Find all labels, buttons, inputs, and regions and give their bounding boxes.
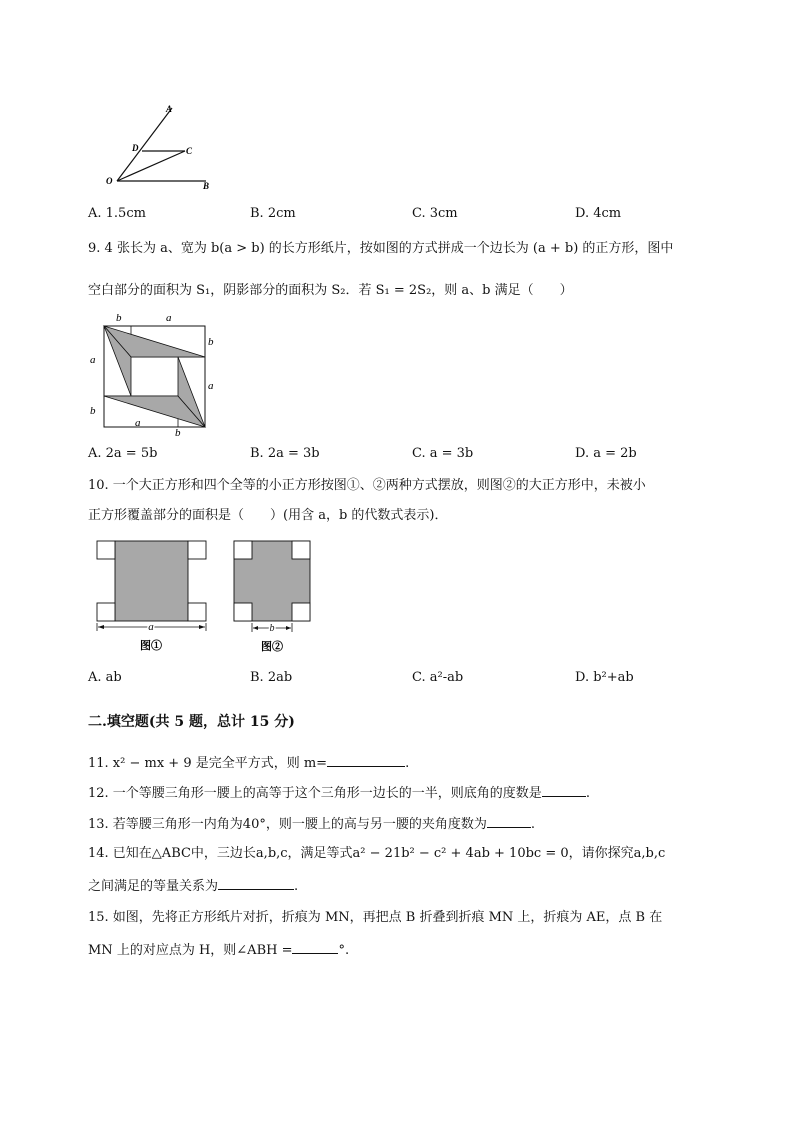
ray-OA xyxy=(117,108,172,181)
svg-text:b: b xyxy=(90,405,96,417)
svg-text:a: a xyxy=(90,354,96,366)
q13-text: 13. 若等腰三角形一内角为40°，则一腰上的高与另一腰的夹角度数为 xyxy=(88,817,487,832)
q8-angle-figure xyxy=(100,100,220,195)
q11-answer-blank[interactable] xyxy=(327,754,405,767)
q11-row: 11. x² − mx + 9 是完全平方式，则 m= . xyxy=(88,756,410,771)
label-D: D xyxy=(132,143,139,153)
q14-text-line1: 14. 已知在△ABC中，三边长a,b,c，满足等式a² − 21b² − c² + 4ab + 10bc = 0，请你探究a,b,c xyxy=(88,846,666,861)
segment-OC xyxy=(117,151,185,181)
q8-option-c[interactable]: C. 3cm xyxy=(412,206,458,221)
q10-option-a[interactable]: A. ab xyxy=(88,670,122,685)
svg-text:a: a xyxy=(135,417,141,429)
q12-text: 12. 一个等腰三角形一腰上的高等于这个三角形一边长的一半，则底角的度数是 xyxy=(88,786,542,801)
q9-option-b[interactable]: B. 2a = 3b xyxy=(250,446,320,461)
svg-text:b: b xyxy=(175,427,181,438)
fig1-small-square-br xyxy=(188,603,206,621)
fig2-small-square-br xyxy=(292,603,310,621)
q10-text-line1: 10. 一个大正方形和四个全等的小正方形按图①、②两种方式摆放，则图②的大正方形中，未被小 xyxy=(88,478,646,493)
q14-row2: 之间满足的等量关系为 . xyxy=(88,879,299,894)
q8-option-d[interactable]: D. 4cm xyxy=(575,206,622,221)
section2-title: 二.填空题(共 5 题，总计 15 分) xyxy=(88,714,295,730)
svg-text:b: b xyxy=(116,312,122,324)
q10-figures xyxy=(90,536,320,658)
q14-answer-blank[interactable] xyxy=(218,877,294,890)
q13-row: 13. 若等腰三角形一内角为40°，则一腰上的高与另一腰的夹角度数为 . xyxy=(88,817,535,832)
q10-option-b[interactable]: B. 2ab xyxy=(250,670,293,685)
fig2-small-square-tr xyxy=(292,541,310,559)
label-B: B xyxy=(203,181,210,191)
q8-option-a[interactable]: A. 1.5cm xyxy=(88,206,146,221)
fig1-big-square xyxy=(115,541,188,621)
q12-row: 12. 一个等腰三角形一腰上的高等于这个三角形一边长的一半，则底角的度数是 . xyxy=(88,786,590,801)
q9-text-line2: 空白部分的面积为 S₁，阴影部分的面积为 S₂．若 S₁ = 2S₂，则 a、b 满足（ ） xyxy=(88,283,573,298)
label-O: O xyxy=(106,176,113,186)
q8-option-b[interactable]: B. 2cm xyxy=(250,206,296,221)
q10-text-line2: 正方形覆盖部分的面积是（ ）(用含 a，b 的代数式表示)． xyxy=(88,508,448,523)
q9-option-c[interactable]: C. a = 3b xyxy=(412,446,474,461)
q13-answer-blank[interactable] xyxy=(487,815,531,828)
svg-text:a: a xyxy=(208,380,214,392)
fig2-caption: 图② xyxy=(261,641,283,653)
q10-option-c[interactable]: C. a²-ab xyxy=(412,670,464,685)
q15-text-line1: 15. 如图，先将正方形纸片对折，折痕为 MN，再把点 B 折叠到折痕 MN 上，折痕为 AE，点 B 在 xyxy=(88,910,663,925)
q9-square-figure xyxy=(82,308,217,438)
label-A: A xyxy=(166,104,173,114)
fig2-small-square-bl xyxy=(234,603,252,621)
q11-text: 11. x² − mx + 9 是完全平方式，则 m= xyxy=(88,756,328,771)
fig1-small-square-tr xyxy=(188,541,206,559)
q12-answer-blank[interactable] xyxy=(542,784,586,797)
fig1-caption: 图① xyxy=(140,640,162,652)
svg-text:a: a xyxy=(166,312,172,324)
q9-option-d[interactable]: D. a = 2b xyxy=(575,446,637,461)
q14-text-line2: 之间满足的等量关系为 xyxy=(88,879,219,894)
fig1-dim-label: a xyxy=(148,621,154,633)
label-C: C xyxy=(186,146,193,156)
svg-text:b: b xyxy=(208,336,214,348)
fig1-small-square-tl xyxy=(97,541,115,559)
q15-text-line2: MN 上的对应点为 H，则∠ABH = xyxy=(88,943,293,958)
fig2-small-square-tl xyxy=(234,541,252,559)
fig2-dim-label: b xyxy=(269,623,275,634)
q9-text-line1: 9. 4 张长为 a、宽为 b(a > b) 的长方形纸片，按如图的方式拼成一个边长为 (a + b) 的正方形，图中 xyxy=(88,241,674,256)
fig1-small-square-bl xyxy=(97,603,115,621)
q15-answer-blank[interactable] xyxy=(292,941,338,954)
q9-option-a[interactable]: A. 2a = 5b xyxy=(88,446,158,461)
q10-option-d[interactable]: D. b²+ab xyxy=(575,670,634,685)
q15-row2: MN 上的对应点为 H，则∠ABH = °. xyxy=(88,943,350,958)
